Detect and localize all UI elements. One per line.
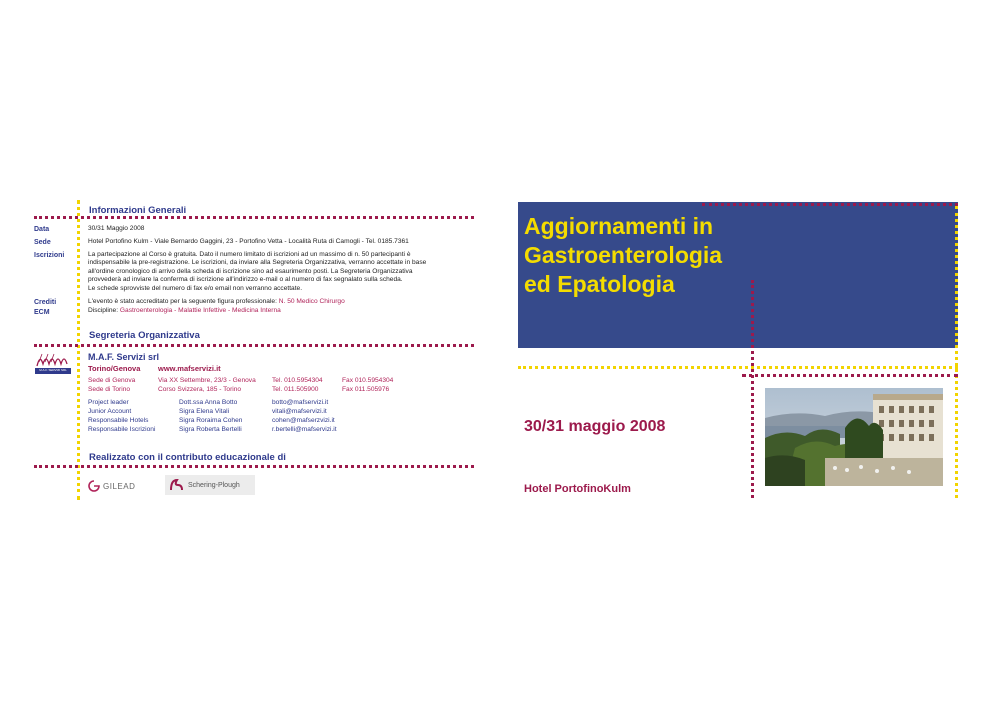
segreteria-heading: Segreteria Organizzativa xyxy=(89,330,200,341)
cover-date: 30/31 maggio 2008 xyxy=(524,418,666,435)
company-name: M.A.F. Servizi srl xyxy=(88,352,160,362)
maf-logo-text: M.A.F. SERVIZI SRL xyxy=(39,368,67,372)
sponsor-heading: Realizzato con il contributo educazionale di xyxy=(89,452,286,463)
iscrizioni-line: La partecipazione al Corso è gratuita. Dato il numero limitato di iscrizioni ad un massimo di n. 50 partecipanti è xyxy=(88,251,411,258)
maf-logo xyxy=(34,350,72,376)
contact-role: Responsabile Iscrizioni xyxy=(88,426,156,433)
office-fax: Fax 010.5954304 xyxy=(342,377,394,384)
iscrizioni-line: indispensabile la pre-registrazione. Le iscrizioni, da inviare alla Segreteria Organizzativa, verranno accettate in base xyxy=(88,259,427,267)
crediti-label: Crediti xyxy=(34,299,57,306)
hotel-photo-image xyxy=(765,388,943,486)
segreteria-magenta-rule xyxy=(34,344,474,347)
schering-logo xyxy=(165,475,255,495)
sponsor-magenta-rule xyxy=(34,465,474,468)
contact-person: Sigra Roraima Cohen xyxy=(179,417,243,424)
info-heading: Informazioni Generali xyxy=(89,205,187,216)
left-yellow-vertical-rule xyxy=(77,200,80,500)
contact-person: Sigra Roberta Bertelli xyxy=(179,426,242,433)
data-value: 30/31 Maggio 2008 xyxy=(88,225,145,232)
contact-email[interactable]: vitali@mafservizi.it xyxy=(272,408,327,415)
contact-email[interactable]: cohen@mafserzvizi.it xyxy=(272,417,335,424)
office-name: Sede di Torino xyxy=(88,386,131,393)
cover-title xyxy=(524,212,722,299)
cover-magenta-horizontal-rule xyxy=(742,374,958,377)
sede-value: Hotel Portofino Kulm - Viale Bernardo Gaggini, 23 - Portofino Vetta - Località Ruta di Camogli - Tel. 0185.7361 xyxy=(88,238,409,245)
discipline-prefix: Discipline: xyxy=(88,307,119,314)
iscrizioni-label: Iscrizioni xyxy=(34,252,65,259)
cover-magenta-vertical-rule xyxy=(751,280,754,498)
data-label: Data xyxy=(34,226,50,233)
crediti-prefix: L'evento è stato accreditato per la seguente figura professionale: xyxy=(88,298,277,305)
cover-venue: Hotel PortofinoKulm xyxy=(524,483,631,495)
cover-right-yellow-rule xyxy=(955,206,958,498)
office-tel: Tel. 011.505900 xyxy=(272,386,319,393)
cover-top-magenta-rule xyxy=(702,203,958,206)
contact-role: Responsabile Hotels xyxy=(88,417,149,424)
office-address: Corso Svizzera, 185 - Torino xyxy=(158,386,242,393)
contact-role: Junior Account xyxy=(88,408,132,415)
cover-yellow-horizontal-rule xyxy=(518,366,958,369)
info-magenta-rule xyxy=(34,216,474,219)
ecm-label: ECM xyxy=(34,309,50,316)
iscrizioni-line: Le schede sprovviste del numero di fax e/o email non verranno accettate. xyxy=(88,284,303,292)
office-address: Via XX Settembre, 23/3 - Genova xyxy=(158,377,256,384)
maf-logo-icon xyxy=(34,350,72,376)
hotel-photo xyxy=(765,388,943,486)
title-line: ed Epatologia xyxy=(524,271,675,297)
office-fax: Fax 011.505976 xyxy=(342,386,390,393)
discipline-line xyxy=(88,307,281,315)
schering-text: Schering-Plough xyxy=(188,481,240,489)
iscrizioni-line: provvederà ad inviare la conferma di iscrizione all'indirizzo e-mail o al numero di fax segnalato sulla scheda. xyxy=(88,276,403,284)
contact-role: Project leader xyxy=(88,399,129,406)
contact-person: Dott.ssa Anna Botto xyxy=(179,399,238,406)
crediti-line xyxy=(88,298,345,306)
discipline-value: Gastroenterologia - Malattie Infettive - Medicina Interna xyxy=(119,307,281,314)
office-name: Sede di Genova xyxy=(88,377,136,384)
iscrizioni-text xyxy=(88,251,426,293)
contact-email[interactable]: botto@mafservizi.it xyxy=(272,399,329,406)
gilead-logo xyxy=(88,478,148,494)
crediti-value: N. 50 Medico Chirurgo xyxy=(278,298,345,305)
title-line: Gastroenterologia xyxy=(524,242,723,268)
schering-mark-icon xyxy=(169,478,185,492)
title-line: Aggiornamenti in xyxy=(524,213,714,239)
sede-label: Sede xyxy=(34,239,51,246)
contact-email[interactable]: r.bertelli@mafservizi.it xyxy=(272,426,337,433)
iscrizioni-line: all'ordine cronologico di arrivo della scheda di iscrizione sino ad esaurimento posti. La Segreteria Organizzativa xyxy=(88,267,413,275)
contact-person: Sigra Elena Vitali xyxy=(179,408,230,415)
gilead-mark-icon xyxy=(88,480,100,492)
office-tel: Tel. 010.5954304 xyxy=(272,377,323,384)
company-website[interactable]: www.mafservizi.it xyxy=(158,364,221,373)
company-city: Torino/Genova xyxy=(88,364,141,373)
gilead-text: GILEAD xyxy=(103,481,136,491)
